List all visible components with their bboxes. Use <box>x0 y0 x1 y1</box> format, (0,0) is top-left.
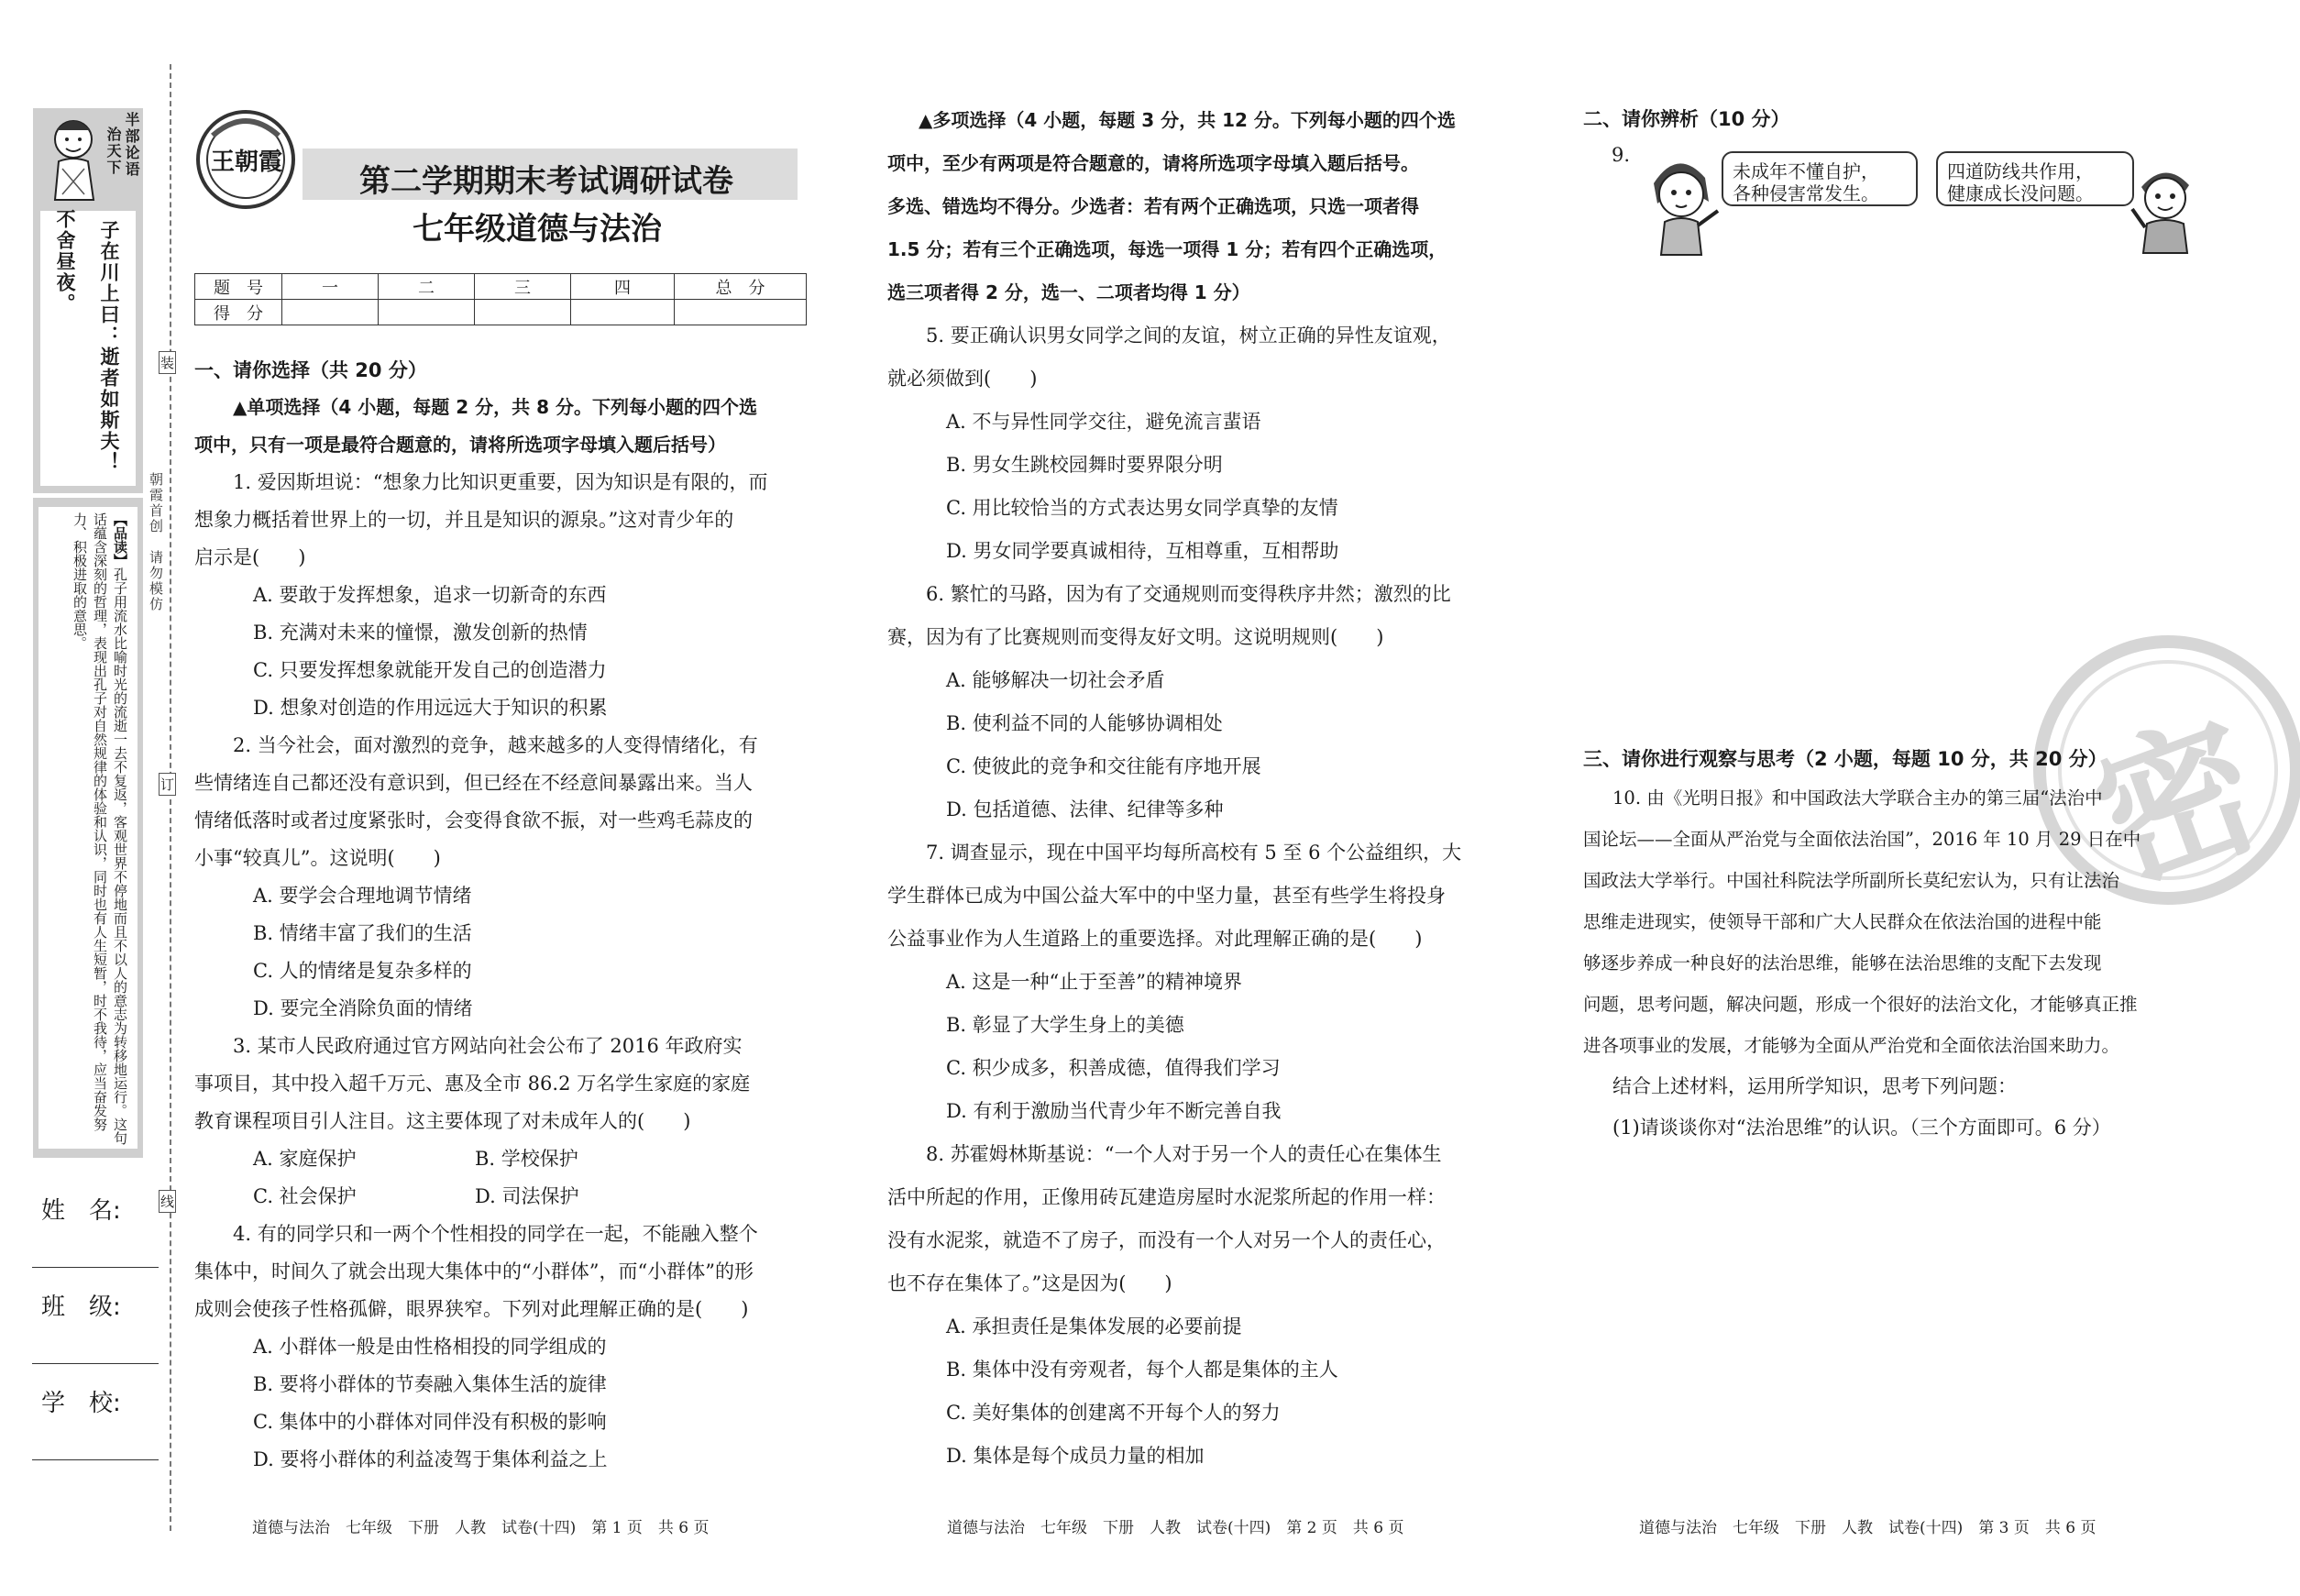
option[interactable]: D. 包括道德、法律、纪律等多种 <box>946 798 1224 820</box>
question-prompt: 结合上述材料，运用所学知识，思考下列问题： <box>1612 1075 2017 1097</box>
question-line: 3. 某市人民政府通过官方网站向社会公布了 2016 年政府实 <box>233 1035 743 1057</box>
bubble-text: 各种侵害常发生。 <box>1733 182 1879 204</box>
question-line: 没有水泥浆，就造不了房子，而没有一个人对另一个人的责任心， <box>887 1229 1446 1251</box>
name-field-line[interactable] <box>32 1267 159 1268</box>
binding-mark-3: 线 <box>159 1190 176 1213</box>
question-line: 学生群体已成为中国公益大军中的中坚力量，甚至有些学生将投身 <box>887 885 1446 907</box>
option[interactable]: A. 家庭保护 <box>253 1148 357 1170</box>
bubble-text: 健康成长没问题。 <box>1947 182 2094 204</box>
score-table-cell: 总 分 <box>675 274 807 300</box>
score-table-score-row <box>195 300 807 325</box>
class-field-line[interactable] <box>32 1363 159 1364</box>
brand-logo <box>194 108 297 211</box>
option[interactable]: C. 使彼此的竞争和交往能有序地开展 <box>946 755 1261 777</box>
page3-section3 <box>1583 741 2206 1149</box>
option[interactable]: C. 社会保护 <box>253 1185 357 1207</box>
score-table-input[interactable] <box>379 300 475 325</box>
school-field-label: 学 校: <box>41 1390 121 1417</box>
question-line: 10. 由《光明日报》和中国政法大学联合主办的第三届“法治中 <box>1612 787 2103 809</box>
score-table-cell: 二 <box>379 274 475 300</box>
page-title: 第二学期期末考试调研试卷 <box>359 163 733 200</box>
sidebar-commentary <box>70 512 130 1145</box>
score-table-input[interactable] <box>571 300 675 325</box>
sidebar-tag2: 治天下 <box>105 127 122 176</box>
option[interactable]: D. 想象对创造的作用远远大于知识的积累 <box>253 697 608 719</box>
score-table-input[interactable] <box>675 300 807 325</box>
binding-mark-2: 订 <box>159 773 176 796</box>
school-field-line[interactable] <box>32 1459 159 1460</box>
speech-bubble-right <box>1936 151 2134 206</box>
question-line: 成则会使孩子性格孤僻，眼界狭窄。下列对此理解正确的是( ) <box>194 1298 749 1320</box>
brand-logo-text: 王朝霞 <box>211 149 283 176</box>
question-line: 够逐步养成一种良好的法治思维，能够在法治思维的支配下去发现 <box>1583 952 2102 974</box>
sidebar-commentary-label: 【品读】 <box>112 512 128 567</box>
question-line: 集体中，时间久了就会出现大集体中的“小群体”，而“小群体”的形 <box>194 1260 754 1282</box>
option[interactable]: C. 人的情绪是复杂多样的 <box>253 960 472 982</box>
instruction-line: ▲多项选择（4 小题，每题 3 分，共 12 分。下列每小题的四个选 <box>919 109 1456 131</box>
instruction-line: ▲单项选择（4 小题，每题 2 分，共 8 分。下列每小题的四个选 <box>233 396 757 418</box>
binding-line <box>170 64 171 1531</box>
score-table-cell: 一 <box>282 274 379 300</box>
option[interactable]: B. 情绪丰富了我们的生活 <box>253 922 472 944</box>
question-line: 国政法大学举行。中国社科院法学所副所长莫纪宏认为，只有让法治 <box>1583 870 2120 891</box>
option[interactable]: B. 男女生跳校园舞时要界限分明 <box>946 454 1223 476</box>
option[interactable]: A. 承担责任是集体发展的必要前提 <box>946 1315 1242 1337</box>
girl-cartoon-icon <box>1641 147 1723 257</box>
page-footer: 道德与法治 七年级 下册 人教 试卷(十四) 第 2 页 共 6 页 <box>947 1519 1404 1537</box>
option[interactable]: C. 集体中的小群体对同伴没有积极的影响 <box>253 1411 607 1433</box>
question-number: 9. <box>1612 144 1631 166</box>
page2-body <box>887 99 1511 1478</box>
sidebar-commentary-text: 孔子用流水比喻时光的流逝一去不复返，客观世界不停地而且不以人的意志为转移地运行。这句话蕴含深刻的哲理，表现出孔子对自然规律的体验和认识，同时也有人生短暂，时不我待，应当奋发努力、积极进取的意思。 <box>72 512 128 1145</box>
class-field-label: 班 级: <box>41 1293 121 1321</box>
option[interactable]: D. 要完全消除负面的情绪 <box>253 997 473 1019</box>
option[interactable]: A. 要敢于发挥想象，追求一切新奇的东西 <box>253 584 607 606</box>
option[interactable]: B. 要将小群体的节奏融入集体生活的旋律 <box>253 1373 607 1395</box>
option[interactable]: C. 美好集体的创建离不开每个人的努力 <box>946 1402 1281 1424</box>
question-line: 想象力概括着世界上的一切，并且是知识的源泉。”这对青少年的 <box>194 509 734 531</box>
score-table-cell: 四 <box>571 274 675 300</box>
option[interactable]: D. 集体是每个成员力量的相加 <box>946 1445 1205 1467</box>
seal-text: 密 <box>2073 691 2283 917</box>
question-line: 进各项事业的发展，才能够为全面从严治党和全面依法治国来助力。 <box>1583 1035 2120 1056</box>
bubble-text: 四道防线共作用， <box>1947 160 2094 182</box>
option[interactable]: D. 有利于激励当代青少年不断完善自我 <box>946 1100 1282 1122</box>
sidebar-quote-main: 子在川上曰：逝者如斯夫！ <box>98 220 120 473</box>
score-table <box>194 273 807 325</box>
question-line: 4. 有的同学只和一两个个性相投的同学在一起，不能融入整个 <box>233 1223 758 1245</box>
option[interactable]: B. 集体中没有旁观者，每个人都是集体的主人 <box>946 1359 1338 1381</box>
question-line: 也不存在集体了。”这是因为( ) <box>887 1272 1172 1294</box>
option[interactable]: C. 积少成多，积善成德，值得我们学习 <box>946 1057 1281 1079</box>
option[interactable]: B. 使利益不同的人能够协调相处 <box>946 712 1223 734</box>
score-table-cell: 得 分 <box>195 300 282 325</box>
boy-cartoon-icon <box>2129 154 2202 255</box>
option[interactable]: A. 小群体一般是由性格相投的同学组成的 <box>253 1336 607 1358</box>
page-footer: 道德与法治 七年级 下册 人教 试卷(十四) 第 3 页 共 6 页 <box>1639 1519 2096 1537</box>
confucius-figure-icon <box>39 112 112 204</box>
instruction-line: 项中，只有一项是最符合题意的，请将所选项字母填入题后括号） <box>194 434 726 456</box>
question-line: 就必须做到( ) <box>887 368 1038 390</box>
question-line: 赛，因为有了比赛规则而变得友好文明。这说明规则( ) <box>887 626 1384 648</box>
question-line: 些情绪连自己都还没有意识到，但已经在不经意间暴露出来。当人 <box>194 772 753 794</box>
student-info-fields <box>32 1192 160 1494</box>
section-heading: 三、请你进行观察与思考（2 小题，每题 10 分，共 20 分） <box>1583 748 2107 770</box>
sidebar-quote-box <box>33 108 143 493</box>
question-line: 小事“较真儿”。这说明( ) <box>194 847 441 869</box>
score-table-header-row <box>195 274 807 300</box>
instruction-line: 多选、错选均不得分。少选者：若有两个正确选项，只选一项者得 <box>887 195 1419 217</box>
question-line: 活中所起的作用，正像用砖瓦建造房屋时水泥浆所起的作用一样： <box>887 1186 1446 1208</box>
name-field-label: 姓 名: <box>41 1197 121 1225</box>
option[interactable]: A. 能够解决一切社会矛盾 <box>946 669 1165 691</box>
option[interactable]: D. 要将小群体的利益凌驾于集体利益之上 <box>253 1448 608 1470</box>
option[interactable]: C. 用比较恰当的方式表达男女同学真挚的友情 <box>946 497 1338 519</box>
sidebar-quote-inner <box>40 211 136 486</box>
score-table-input[interactable] <box>282 300 379 325</box>
speech-bubble-left <box>1722 151 1918 206</box>
binding-mark-1: 装 <box>159 351 176 374</box>
option[interactable]: B. 彰显了大学生身上的美德 <box>946 1014 1184 1036</box>
sidebar-tag: 半部论语 <box>123 112 140 178</box>
question-line: 问题，思考问题，解决问题，形成一个很好的法治文化，才能够真正推 <box>1583 994 2138 1015</box>
question-line: 情绪低落时或者过度紧张时，会变得食欲不振，对一些鸡毛蒜皮的 <box>194 809 753 831</box>
question-line: 事项目，其中投入超千万元、惠及全市 86.2 万名学生家庭的家庭 <box>194 1073 751 1095</box>
instruction-line: 项中，至少有两项是符合题意的，请将所选项字母填入题后括号。 <box>887 152 1419 174</box>
question-line: 教育课程项目引人注目。这主要体现了对未成年人的( ) <box>194 1110 691 1132</box>
question-line: 2. 当今社会，面对激烈的竞争，越来越多的人变得情绪化，有 <box>233 734 758 756</box>
question-line: 7. 调查显示，现在中国平均每所高校有 5 至 6 个公益组织，大 <box>926 842 1462 864</box>
question-line: 思维走进现实，使领导干部和广大人民群众在依法治国的进程中能 <box>1583 911 2102 932</box>
option-row <box>194 1140 810 1178</box>
question-line: 国论坛——全面从严治党与全面依法治国”，2016 年 10 月 29 日在中 <box>1583 829 2141 850</box>
page-subtitle: 七年级道德与法治 <box>413 211 662 248</box>
question-line: 公益事业作为人生道路上的重要选择。对此理解正确的是( ) <box>887 928 1423 950</box>
bubble-text: 未成年不懂自护， <box>1733 160 1879 182</box>
page1-body <box>194 352 810 1479</box>
option-row <box>194 1178 810 1216</box>
question-line: 1. 爱因斯坦说：“想象力比知识更重要，因为知识是有限的，而 <box>233 471 768 493</box>
score-table-input[interactable] <box>475 300 571 325</box>
section-heading: 二、请你辨析（10 分） <box>1583 108 1790 130</box>
question-line: 8. 苏霍姆林斯基说：“一个人对于另一个人的责任心在集体生 <box>926 1143 1442 1165</box>
sidebar-quote-sub: 不舍昼夜。 <box>54 209 76 314</box>
option[interactable]: A. 不与异性同学交往，避免流言蜚语 <box>946 411 1261 433</box>
score-table-cell: 三 <box>475 274 571 300</box>
question-line: 启示是( ) <box>194 546 306 568</box>
instruction-line: 选三项者得 2 分，选一、二项者均得 1 分） <box>887 281 1250 303</box>
option[interactable]: D. 男女同学要真诚相待，互相尊重，互相帮助 <box>946 540 1339 562</box>
sub-question: (1)请谈谈你对“法治思维”的认识。（三个方面即可。6 分） <box>1612 1117 2111 1139</box>
option[interactable]: A. 这是一种“止于至善”的精神境界 <box>946 971 1242 993</box>
option[interactable]: D. 司法保护 <box>475 1185 579 1207</box>
option[interactable]: C. 只要发挥想象就能开发自己的创造潜力 <box>253 659 607 681</box>
page-footer: 道德与法治 七年级 下册 人教 试卷(十四) 第 1 页 共 6 页 <box>252 1519 710 1537</box>
option[interactable]: B. 学校保护 <box>475 1148 578 1170</box>
score-table-cell: 题 号 <box>195 274 282 300</box>
question-line: 6. 繁忙的马路，因为有了交通规则而变得秩序井然；激烈的比 <box>926 583 1451 605</box>
section-heading: 一、请你选择（共 20 分） <box>194 359 427 381</box>
copyright-note: 朝霞首创 请勿模仿 <box>148 472 164 612</box>
instruction-line: 1.5 分；若有三个正确选项，每选一项得 1 分；若有四个正确选项， <box>887 238 1447 260</box>
sidebar <box>28 108 147 1172</box>
question-line: 5. 要正确认识男女同学之间的友谊，树立正确的异性友谊观， <box>926 325 1451 347</box>
sidebar-commentary-box <box>33 498 143 1158</box>
option[interactable]: B. 充满对未来的憧憬，激发创新的热情 <box>253 622 588 644</box>
option[interactable]: A. 要学会合理地调节情绪 <box>253 885 472 907</box>
